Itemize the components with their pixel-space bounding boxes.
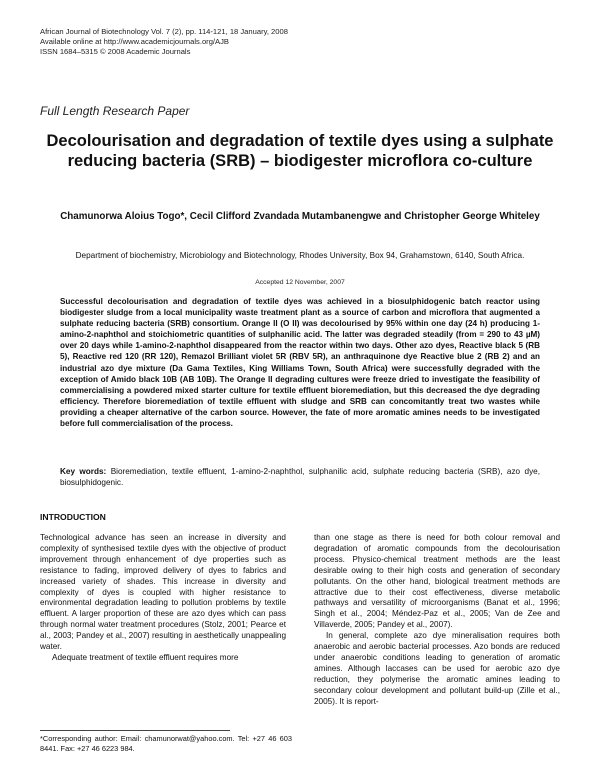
journal-header	[40, 27, 288, 58]
paragraph: than one stage as there is need for both colour removal and degradation of aromatic compounds from the decolourisation process. Physico-chemical treatment methods are the least desirable owing to their high costs and generation of secondary pollutants. On the other hand, biological treatment methods are attractive due to their cost effectiveness, diverse metabolic pathways and versatility of microorganisms (Banat et al., 1996; Singh et al., 2004; Méndez-Paz et al., 2005; Van de Zee and Villaverde, 2005; Pandey et al., 2007).	[314, 533, 560, 630]
keywords	[60, 466, 540, 488]
footnote-divider	[40, 730, 230, 731]
paragraph: Adequate treatment of textile effluent requires more	[52, 652, 239, 662]
affiliation: Department of biochemistry, Microbiology and Biotechnology, Rhodes University, Box 94, Grahamstown, 6140, South Africa.	[75, 251, 525, 260]
journal-issn: ISSN 1684–5315 © 2008 Academic Journals	[40, 47, 191, 57]
paragraph: In general, complete azo dye mineralisation requires both anaerobic and aerobic bacterial processes. Azo bonds are reduced under anaerobic conditions leading to generation of aromatic amines. Although laccases can be used for aerobic azo dye reduction, they polymerise the aromatic amines leading to secondary colour development and pollutant build-up (Zille et al., 2005). It is report-	[314, 631, 560, 706]
journal-citation: African Journal of Biotechnology Vol. 7 (2), pp. 114-121, 18 January, 2008	[40, 27, 288, 36]
right-column	[314, 533, 560, 708]
left-column	[40, 533, 286, 664]
abstract: Successful decolourisation and degradation of textile dyes was achieved in a biosulphidogenic batch reactor using biodigester sludge from a local municipality waste treatment plant as a source of carbon and microflora that augmented a sulphate reducing bacteria (SRB) consortium. Orange II (O II) was decolourised by 95% within one day (24 h) producing 1-amino-2-naphthol and stoichiometric quantities of sulphanilic acid. The latter was degraded steadily (from = 290 to 43 µM) over 20 days while 1-amino-2-naphthol disappeared from the reactor within two days. Other azo dyes, Reactive black 5 (RB 5), Reactive red 120 (RR 120), Remazol Brilliant violet 5R (RBV 5R), an anthraquinone dye Reactive blue 2 (RB 2) and an industrial azo dye mixture (Da Gama Textiles, King Williams Town, South Africa) were successfully degraded with the exception of Amido black 10B (AB 10B). The Orange II degrading cultures were freeze dried to investigate the feasibility of commercialising a powdered mixed starter culture for textile effluent bioremediation, but this decreased the dye degrading efficiency. Therefore bioremediation of textile effluent with sludge and SRB can concomitantly treat two wastes while providing a cheaper alternative of the carbon source. However, the fate of more aromatic amines needs to be investigated before full commercialisation of the process.	[60, 297, 540, 429]
journal-url: Available online at http://www.academicjournals.org/AJB	[40, 37, 229, 47]
paper-type: Full Length Research Paper	[40, 104, 190, 118]
keywords-label: Key words:	[60, 467, 107, 476]
corresponding-author-footnote: *Corresponding author: Email: chamunorwat@yahoo.com. Tel: +27 46 603 8441. Fax: +27 46 6223 984.	[40, 734, 292, 753]
paragraph: Technological advance has seen an increase in diversity and complexity of synthesised textile dyes with the objective of product improvement through enhancement of dye properties such as resistance to fading, improved delivery of dyes to fabrics and increased variety of shades. This increase in diversity and complexity of dyes is coupled with higher resistance to environmental degradation leading to pollution problems by textile effluent. A larger proportion of these are azo dyes which can pass through normal water treatment procedures (Stolz, 2001; Pearce et al., 2003; Pandey et al., 2007) resulting in aesthetically unappealing water.	[40, 533, 286, 652]
authors: Chamunorwa Aloius Togo*, Cecil Clifford Zvandada Mutambanengwe and Christopher George Whiteley	[60, 211, 540, 222]
section-heading-introduction: INTRODUCTION	[40, 512, 106, 522]
keywords-text: Bioremediation, textile effluent, 1-amino-2-naphthol, sulphanilic acid, sulphate reducing bacteria (SRB), azo dye, biosulphidogenic.	[60, 467, 540, 487]
accepted-date: Accepted 12 November, 2007	[255, 279, 345, 286]
paper-title: Decolourisation and degradation of textile dyes using a sulphate reducing bacteria (SRB) – biodigester microflora co-culture	[46, 132, 554, 170]
